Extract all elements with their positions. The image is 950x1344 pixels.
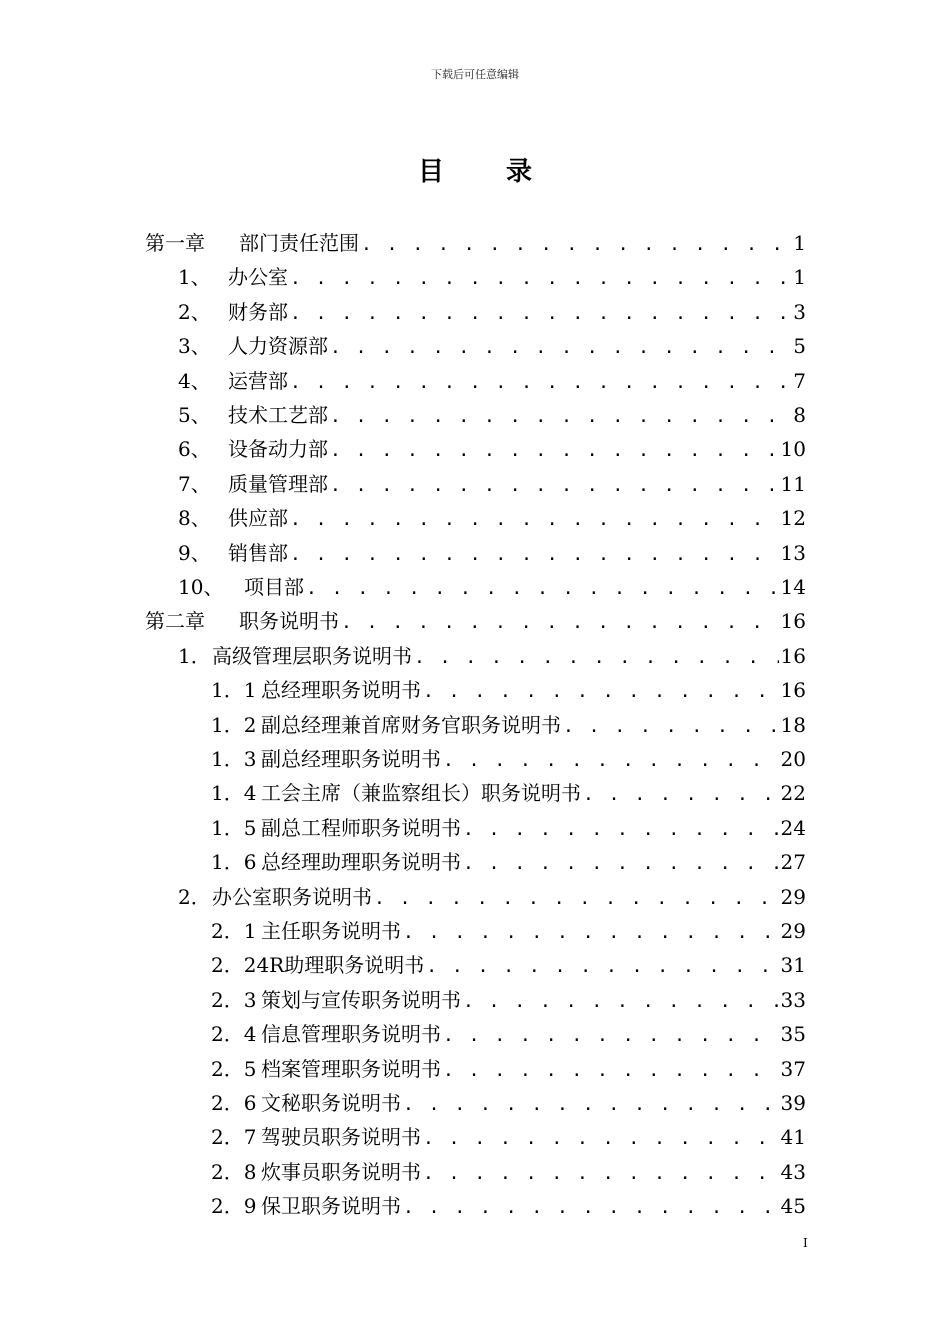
- toc-leader-dots: [414, 641, 779, 673]
- toc-entry-label: 主任职务说明书: [261, 919, 401, 943]
- toc-entry[interactable]: [211, 1052, 806, 1086]
- toc-entry[interactable]: [145, 604, 806, 638]
- toc-entry[interactable]: [211, 1017, 806, 1051]
- toc-entry-page: 45: [780, 1194, 806, 1219]
- toc-entry-page: 12: [780, 506, 806, 531]
- toc-entry-label: 财务部: [228, 299, 288, 324]
- toc-entry-label: 文秘职务说明书: [261, 1091, 401, 1115]
- toc-entry-label: 总经理职务说明书: [261, 678, 421, 703]
- toc-entry[interactable]: [211, 983, 806, 1017]
- toc-entry[interactable]: [211, 1189, 806, 1223]
- toc-leader-dots: [563, 710, 779, 742]
- toc-entry-page: 16: [780, 609, 806, 634]
- toc-leader-dots: [290, 262, 791, 294]
- toc-entry-label: 助理职务说明书: [284, 953, 425, 978]
- toc-entry-label: 信息管理职务说明书: [261, 1022, 441, 1047]
- toc-leader-dots: [403, 916, 779, 948]
- toc-entry-label: 副总经理兼首席财务官职务说明书: [261, 712, 561, 737]
- toc-leader-dots: [443, 1019, 779, 1051]
- toc-entry[interactable]: [211, 1086, 806, 1120]
- toc-entry-number: 2．8: [211, 1159, 257, 1184]
- toc-entry-number: 10、: [178, 575, 224, 599]
- toc-leader-dots: [443, 1054, 779, 1086]
- toc-entry-number: 2．24R: [211, 953, 285, 978]
- toc-entry[interactable]: [178, 501, 806, 535]
- toc-entry-number: 1．2: [211, 712, 257, 737]
- toc-entry-number: 1．1: [211, 678, 257, 703]
- toc-entry-number: 1．5: [211, 815, 257, 840]
- toc-entry-number: 3、: [178, 334, 211, 359]
- toc-entry-page: 39: [780, 1091, 806, 1115]
- toc-entry-number: 2．9: [211, 1194, 257, 1219]
- toc-entry[interactable]: [178, 432, 806, 466]
- toc-leader-dots: [463, 813, 779, 845]
- toc-entry[interactable]: [178, 398, 806, 432]
- toc-entry-number: 2．1: [211, 919, 257, 943]
- toc-entry-number: 第二章: [145, 609, 205, 634]
- toc-entry-label: 总经理助理职务说明书: [261, 850, 461, 875]
- toc-entry-page: 20: [780, 747, 806, 771]
- toc-leader-dots: [403, 1088, 779, 1120]
- toc-leader-dots: [290, 538, 779, 570]
- toc-entry-number: 2．6: [211, 1091, 257, 1115]
- toc-entry-page: 1: [793, 231, 806, 255]
- toc-leader-dots: [463, 985, 779, 1017]
- toc-entry-number: 4、: [178, 368, 211, 393]
- toc-entry-label: 副总经理职务说明书: [261, 747, 441, 771]
- toc-leader-dots: [463, 847, 779, 879]
- toc-entry-page: 8: [793, 403, 806, 427]
- toc-entry-number: 1．3: [211, 747, 257, 771]
- toc-entry-number: 9、: [178, 540, 211, 565]
- toc-entry-label: 职务说明书: [239, 609, 339, 634]
- toc-entry-number: 5、: [178, 403, 211, 427]
- toc-entry-number: 7、: [178, 471, 211, 496]
- toc-entry-page: 7: [793, 368, 806, 393]
- toc-entry-label: 运营部: [228, 368, 288, 393]
- toc-entry-page: 22: [780, 781, 806, 806]
- toc-entry-label: 部门责任范围: [239, 231, 359, 255]
- toc-entry-page: 16: [780, 643, 806, 668]
- toc-entry-page: 37: [780, 1056, 806, 1081]
- toc-entry-page: 35: [780, 1022, 806, 1047]
- toc-leader-dots: [341, 606, 779, 638]
- toc-entry-number: 2．3: [211, 987, 257, 1012]
- toc-entry-label: 质量管理部: [228, 471, 328, 496]
- toc-entry[interactable]: [211, 673, 806, 707]
- toc-entry-label: 保卫职务说明书: [261, 1194, 401, 1219]
- toc-entry-label: 销售部: [228, 540, 288, 565]
- toc-entry-label: 高级管理层职务说明书: [212, 643, 412, 668]
- toc-entry[interactable]: [178, 364, 806, 398]
- toc-entry-number: 1．: [178, 643, 211, 668]
- toc-entry-page: 1: [793, 265, 806, 290]
- toc-entry-page: 33: [780, 987, 806, 1012]
- toc-entry-label: 办公室职务说明书: [212, 884, 372, 909]
- toc-entry-label: 技术工艺部: [228, 403, 328, 427]
- toc-entry[interactable]: [178, 639, 806, 673]
- toc-entry-number: 1．6: [211, 850, 257, 875]
- toc-leader-dots: [583, 778, 779, 810]
- toc-entry[interactable]: [178, 467, 806, 501]
- toc-entry-page: 41: [780, 1125, 806, 1150]
- toc-entry-page: 29: [780, 919, 806, 943]
- toc-entry[interactable]: [178, 260, 806, 294]
- toc-entry[interactable]: [211, 914, 806, 948]
- toc-entry-label: 办公室: [228, 265, 288, 290]
- toc-entry-number: 2．7: [211, 1125, 257, 1150]
- toc-leader-dots: [330, 331, 791, 363]
- toc-entry-page: 24: [780, 815, 806, 840]
- toc-entry-label: 人力资源部: [228, 334, 328, 359]
- toc-entry-number: 第一章: [145, 231, 205, 255]
- toc-leader-dots: [290, 503, 779, 535]
- toc-leader-dots: [330, 400, 791, 432]
- toc-entry[interactable]: [211, 776, 806, 810]
- toc-entry-label: 供应部: [228, 506, 288, 531]
- toc-entry-label: 驾驶员职务说明书: [261, 1125, 421, 1150]
- toc-entry-page: 31: [780, 953, 806, 978]
- toc-entry-page: 43: [780, 1159, 806, 1184]
- toc-entry-label: 炊事员职务说明书: [261, 1159, 421, 1184]
- toc-leader-dots: [403, 1191, 779, 1223]
- toc-entry-label: 副总工程师职务说明书: [261, 815, 461, 840]
- toc-entry[interactable]: [178, 536, 806, 570]
- toc-entry-page: 5: [793, 334, 806, 359]
- toc-entry[interactable]: [178, 570, 806, 604]
- toc-entry[interactable]: [211, 742, 806, 776]
- toc-entry-number: 8、: [178, 506, 211, 531]
- toc-entry-page: 13: [780, 540, 806, 565]
- toc-entry[interactable]: [211, 1155, 806, 1189]
- toc-entry[interactable]: [211, 811, 806, 845]
- toc-entry[interactable]: [178, 329, 806, 363]
- toc-entry[interactable]: [178, 880, 806, 914]
- toc-entry-page: 18: [780, 712, 806, 737]
- toc-leader-dots: [330, 434, 779, 466]
- toc-entry-number: 2．5: [211, 1056, 257, 1081]
- toc-entry-page: 16: [780, 678, 806, 703]
- toc-leader-dots: [423, 675, 779, 707]
- toc-leader-dots: [306, 572, 779, 604]
- toc-entry-number: 2、: [178, 299, 211, 324]
- toc-leader-dots: [443, 744, 779, 776]
- toc-entry-number: 1．4: [211, 781, 257, 806]
- toc-entry-number: 2．: [178, 884, 211, 909]
- toc-entry-page: 10: [780, 437, 806, 462]
- toc-leader-dots: [374, 882, 779, 914]
- page-header: 下载后可任意编辑: [431, 68, 519, 81]
- toc-entry[interactable]: [145, 226, 806, 260]
- toc-entry-page: 29: [780, 884, 806, 909]
- toc-leader-dots: [426, 950, 778, 982]
- toc-entry[interactable]: [211, 948, 806, 982]
- toc-leader-dots: [361, 228, 791, 260]
- toc-entry-label: 策划与宣传职务说明书: [261, 987, 461, 1012]
- toc-entry-label: 设备动力部: [228, 437, 328, 462]
- toc-leader-dots: [423, 1122, 779, 1154]
- toc-entry-label: 档案管理职务说明书: [261, 1056, 441, 1081]
- toc-entry-number: 1、: [178, 265, 211, 290]
- toc-leader-dots: [423, 1157, 779, 1189]
- page-number-marker: I: [803, 1236, 808, 1250]
- toc-entry[interactable]: [211, 708, 806, 742]
- toc-entry-page: 14: [780, 575, 806, 599]
- toc-entry[interactable]: [211, 845, 806, 879]
- toc-entry-page: 3: [793, 299, 806, 324]
- toc-leader-dots: [290, 297, 791, 329]
- toc-entry[interactable]: [178, 295, 806, 329]
- toc-entry-number: 2．4: [211, 1022, 257, 1047]
- toc-entry-label: 项目部: [244, 575, 304, 599]
- toc-entry-page: 11: [780, 471, 806, 496]
- toc-entry-label: 工会主席（兼监察组长）职务说明书: [261, 781, 581, 806]
- toc-entry[interactable]: [211, 1120, 806, 1154]
- page-title: 目录: [417, 157, 594, 187]
- toc-entry-number: 6、: [178, 437, 211, 462]
- toc-leader-dots: [330, 469, 779, 501]
- toc-leader-dots: [290, 366, 791, 398]
- toc-entry-page: 27: [780, 850, 806, 875]
